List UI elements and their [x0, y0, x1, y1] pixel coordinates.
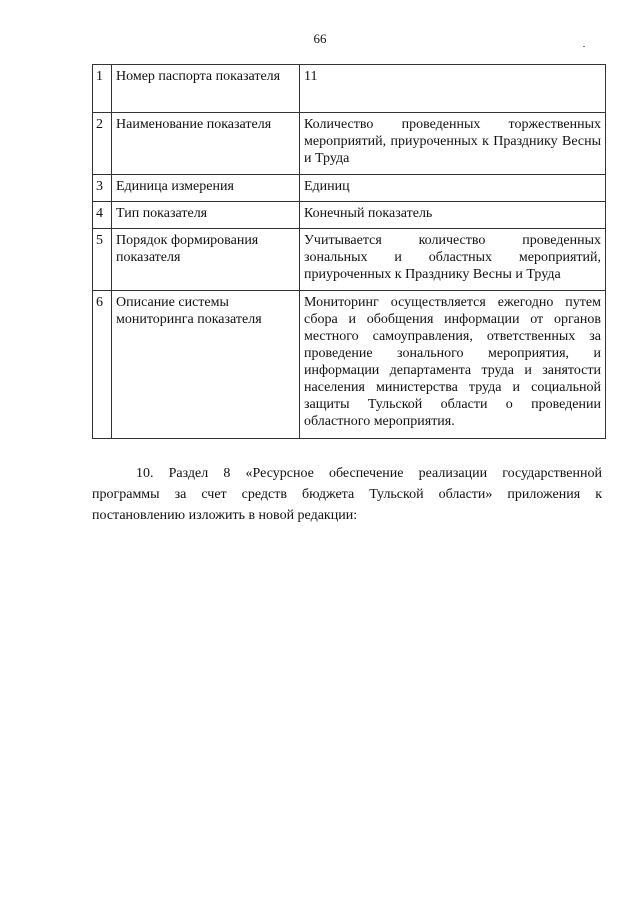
- row-number: 3: [93, 175, 112, 202]
- row-value-text: Учитывается количество проведенных зональных и областных мероприятий, приуроченных к Празднику Весны и Труда: [304, 233, 601, 282]
- row-label: Тип показателя: [112, 202, 300, 229]
- row-value: [300, 229, 606, 291]
- row-number: 4: [93, 202, 112, 229]
- indicator-passport-table: [92, 64, 606, 439]
- row-value-text: 11: [304, 69, 318, 84]
- row-value: [300, 291, 606, 439]
- row-label: Единица измерения: [112, 175, 300, 202]
- table-row: [93, 291, 606, 439]
- row-label: Наименование показателя: [112, 113, 300, 175]
- row-number: 5: [93, 229, 112, 291]
- row-number: 6: [93, 291, 112, 439]
- row-label: Номер паспорта показателя: [112, 65, 300, 113]
- page-number: 66: [313, 31, 327, 46]
- table-row: [93, 113, 606, 175]
- table-row: [93, 229, 606, 291]
- row-number: 1: [93, 65, 112, 113]
- row-value: [300, 175, 606, 202]
- table-row: [93, 65, 606, 113]
- section-amendment-paragraph: 10. Раздел 8 «Ресурсное обеспечение реализации государственной программы за счет средств бюджета Тульской области» приложения к постановлению изложить в новой редакции:: [92, 466, 602, 523]
- table-row: [93, 202, 606, 229]
- row-label: Порядок формирования показателя: [112, 229, 300, 291]
- table-row: [93, 175, 606, 202]
- row-value-text: Мониторинг осуществляется ежегодно путем сбора и обобщения информации от органов местного самоуправления, ответственных за проведение зонального мероприятия, и информации департамента труда и занятости населения министерства труда и социальной защиты Тульской области о проведении областного мероприятия.: [304, 295, 601, 429]
- row-label: Описание системы мониторинга показателя: [112, 291, 300, 439]
- row-value: [300, 202, 606, 229]
- scan-mark: [583, 46, 585, 47]
- row-value-text: Конечный показатель: [304, 206, 433, 221]
- row-value: [300, 65, 606, 113]
- row-value: [300, 113, 606, 175]
- row-value-text: Количество проведенных торжественных мероприятий, приуроченных к Празднику Весны и Труда: [304, 117, 601, 166]
- row-number: 2: [93, 113, 112, 175]
- row-value-text: Единиц: [304, 179, 350, 194]
